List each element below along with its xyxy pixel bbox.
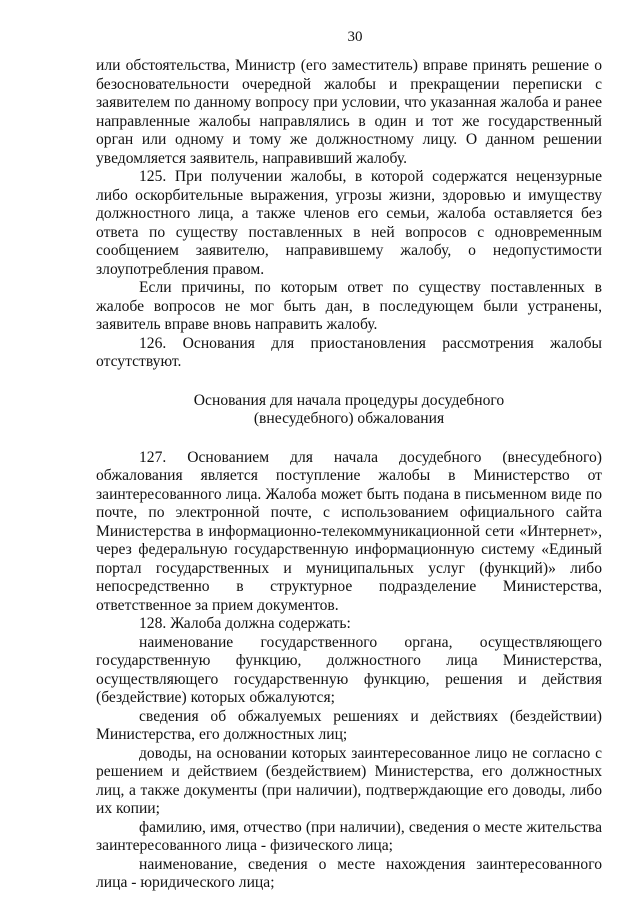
section-heading-line-1: Основания для начала процедуры досудебного — [193, 391, 505, 409]
paragraph-continuation: или обстоятельства, Министр (его заместитель) вправе принять решение о безосновательности очередной жалобы и прекращении переписки с заявителем по данному вопросу при условии, что указанная жалоба и ранее направленные жалобы направлялись в один и тот же государственный орган или одному и тому же должностному лицу. О данном решении уведомляется заявитель, направивший жалобу. — [96, 57, 602, 167]
paragraph-127: 127. Основанием для начала досудебного (внесудебного) обжалования является поступление жалобы в Министерство от заинтересованного лица. Жалоба может быть подана в письменном виде по почте, по электронной почте, с использованием официального сайта Министерства в информационно-телекоммуникационной сети «Интернет», через федеральную государственную информационную систему «Единый портал государственных и муниципальных услуг (функций)» либо непосредственно в структурное подразделение Министерства, ответственное за прием документов. — [96, 448, 602, 614]
paragraph-125: 125. При получении жалобы, в которой содержатся нецензурные либо оскорбительные выражения, угрозы жизни, здоровью и имуществу должностного лица, а также членов его семьи, жалоба оставляется без ответа по существу поставленных в ней вопросов с одновременным сообщением заявителю, направившему жалобу, о недопустимости злоупотребления правом. — [96, 168, 602, 278]
list-item-arguments: доводы, на основании которых заинтересованное лицо не согласно с решением и действием (бездействием) Министерства, его должностных лиц, а также документы (при наличии), подтверждающие его доводы, либо их копии; — [96, 744, 602, 817]
paragraph-128: 128. Жалоба должна содержать: — [139, 615, 351, 632]
section-heading-line-2: (внесудебного) обжалования — [253, 410, 445, 427]
list-item-decisions: сведения об обжалуемых решениях и действиях (бездействии) Министерства, его должностных лиц; — [96, 707, 602, 743]
list-item-legal-entity: наименование, сведения о месте нахождения заинтересованного лица - юридического лица; — [96, 855, 602, 891]
page-number: 30 — [347, 29, 363, 45]
section-heading — [96, 392, 602, 429]
paragraph-resubmission: Если причины, по которым ответ по существу поставленных в жалобе вопросов не мог быть дан, в последующем были устранены, заявитель вправе вновь направить жалобу. — [96, 279, 602, 333]
list-item-individual: фамилию, имя, отчество (при наличии), сведения о месте жительства заинтересованного лица - физического лица; — [96, 818, 602, 854]
paragraph-126: 126. Основания для приостановления рассмотрения жалобы отсутствуют. — [96, 334, 602, 370]
list-item-authority-name: наименование государственного органа, осуществляющего государственную функцию, должностного лица Министерства, осуществляющего государственную функцию, решения и действия (бездействие) которых обжалуются; — [96, 633, 602, 706]
